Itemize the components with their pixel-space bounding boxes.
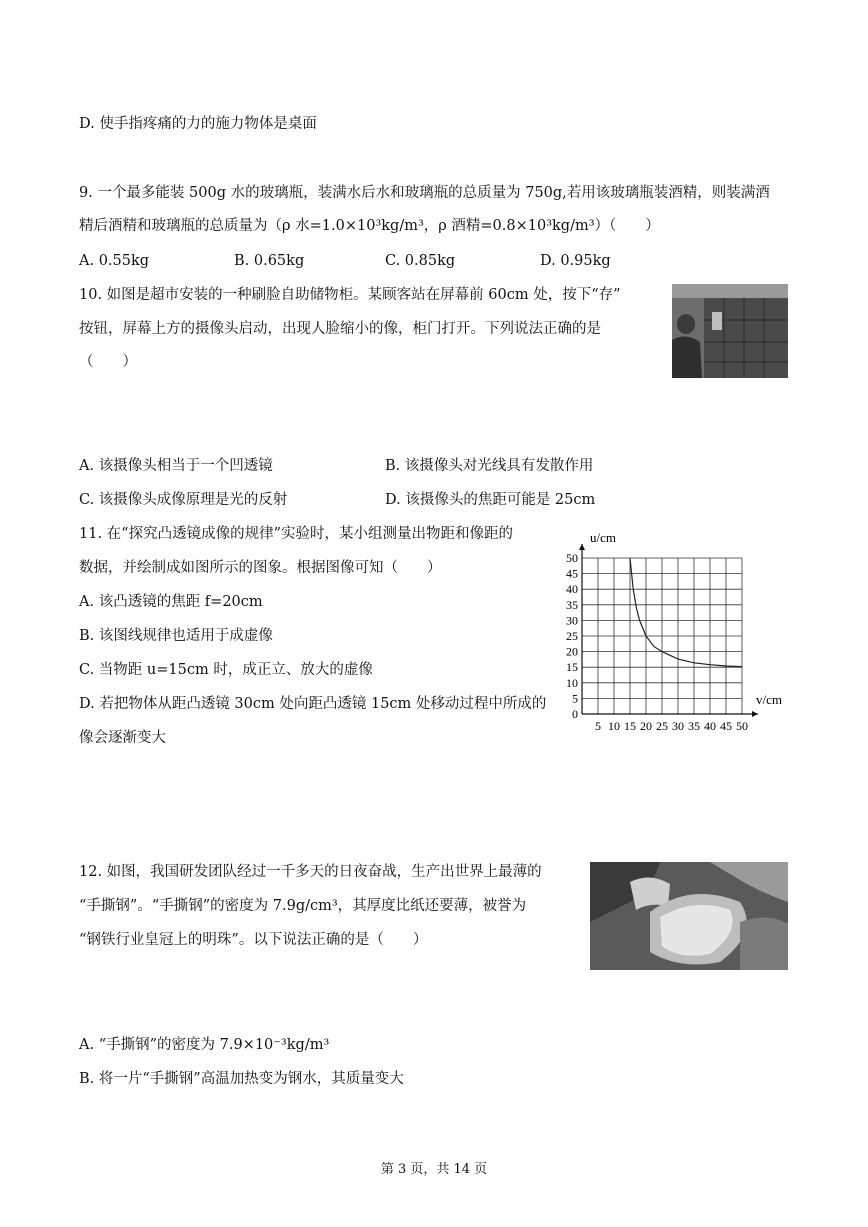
chart-y-tick-label: 20 — [566, 644, 578, 659]
q12-stem-line3: “钢铁行业皇冠上的明珠”。以下说法正确的是（ ） — [79, 932, 428, 948]
chart-x-axis-label: v/cm — [756, 692, 782, 707]
chart-x-tick-label: 5 — [595, 719, 601, 733]
chart-x-tick-label: 15 — [624, 719, 636, 733]
q11-option-d: D. 若把物体从距凸透镜 30cm 处向距凸透镜 15cm 处移动过程中所成的 — [79, 696, 547, 712]
q10-option-c: C. 该摄像头成像原理是光的反射 — [79, 492, 288, 508]
q10-stem-line2: 按钮，屏幕上方的摄像头启动，出现人脸缩小的像，柜门打开。下列说法正确的是 — [79, 321, 601, 337]
chart-y-tick-label: 10 — [566, 675, 578, 690]
q12-stem-line2: “手撕钢”。“手撕钢”的密度为 7.9g/cm³，其厚度比纸还要薄，被誉为 — [79, 898, 527, 914]
chart-y-tick-label: 30 — [566, 613, 578, 628]
q10-stem-line3: （ ） — [79, 354, 137, 370]
chart-grid — [582, 558, 742, 714]
chart-y-axis-label: u/cm — [590, 530, 616, 545]
q9-option-d: D. 0.95kg — [540, 253, 611, 269]
chart-x-tick-label: 20 — [640, 719, 652, 733]
q11-stem-line2: 数据，并绘制成如图所示的图象。根据图像可知（ ） — [79, 560, 442, 576]
chart-x-tick-label: 40 — [704, 719, 716, 733]
chart-y-tick-label: 40 — [566, 582, 578, 597]
q8-option-d: D. 使手指疼痛的力的施力物体是桌面 — [79, 116, 317, 132]
uv-chart — [550, 528, 790, 738]
q12-stem-line1: 12. 如图，我国研发团队经过一千多天的日夜奋战，生产出世界上最薄的 — [79, 864, 542, 880]
chart-x-tick-label: 10 — [608, 719, 620, 733]
chart-x-tick-label: 25 — [656, 719, 668, 733]
q9-option-b: B. 0.65kg — [234, 253, 305, 269]
q11-stem-line1: 11. 在“探究凸透镜成像的规律”实验时，某小组测量出物距和像距的 — [79, 526, 513, 542]
q12-option-b: B. 将一片“手撕钢”高温加热变为钢水，其质量变大 — [79, 1071, 404, 1087]
q11-option-b: B. 该图线规律也适用于成虚像 — [79, 628, 273, 644]
chart-series-line — [630, 558, 742, 667]
q10-option-b: B. 该摄像头对光线具有发散作用 — [385, 458, 594, 474]
q10-stem-line1: 10. 如图是超市安装的一种刷脸自助储物柜。某顾客站在屏幕前 60cm 处，按下“存” — [79, 287, 621, 303]
chart-y-tick-label: 25 — [566, 629, 578, 643]
q12-option-a: A. “手撕钢”的密度为 7.9×10⁻³kg/m³ — [79, 1037, 330, 1053]
chart-y-tick-label: 50 — [566, 551, 578, 565]
chart-x-tick-label: 50 — [736, 719, 748, 733]
q9-option-c: C. 0.85kg — [385, 253, 456, 269]
page-footer: 第 3 页，共 14 页 — [380, 1162, 488, 1177]
chart-y-tick-label: 35 — [566, 597, 578, 612]
chart-y-tick-label: 5 — [572, 691, 578, 706]
chart-y-tick-label: 15 — [566, 660, 578, 675]
chart-y-tick-label: 45 — [566, 566, 578, 581]
chart-y-arrow — [579, 544, 585, 550]
chart-tick-labels — [566, 551, 748, 733]
q11-option-d-continued: 像会逐渐变大 — [79, 730, 166, 746]
q10-option-d: D. 该摄像头的焦距可能是 25cm — [385, 492, 596, 508]
chart-x-tick-label: 35 — [688, 719, 700, 733]
q9-stem-line2: 精后酒精和玻璃瓶的总质量为（ρ 水=1.0×10³kg/m³，ρ 酒精=0.8×10³kg/m³）（ ） — [79, 218, 660, 234]
q11-option-a: A. 该凸透镜的焦距 f=20cm — [79, 594, 263, 610]
q10-option-a: A. 该摄像头相当于一个凹透镜 — [79, 458, 273, 474]
steel-foil-photo — [590, 862, 788, 970]
chart-axes — [579, 544, 758, 717]
chart-x-arrow — [752, 711, 758, 717]
chart-x-tick-label: 30 — [672, 719, 684, 733]
chart-y-tick-label: 0 — [572, 707, 578, 721]
q9-stem-line1: 9. 一个最多能装 500g 水的玻璃瓶，装满水后水和玻璃瓶的总质量为 750g,若用该玻璃瓶装酒精，则装满酒 — [79, 185, 770, 201]
q11-option-c: C. 当物距 u=15cm 时，成正立、放大的虚像 — [79, 662, 373, 678]
locker-photo — [672, 284, 788, 378]
q9-option-a: A. 0.55kg — [79, 253, 150, 269]
chart-x-tick-label: 45 — [720, 719, 732, 733]
